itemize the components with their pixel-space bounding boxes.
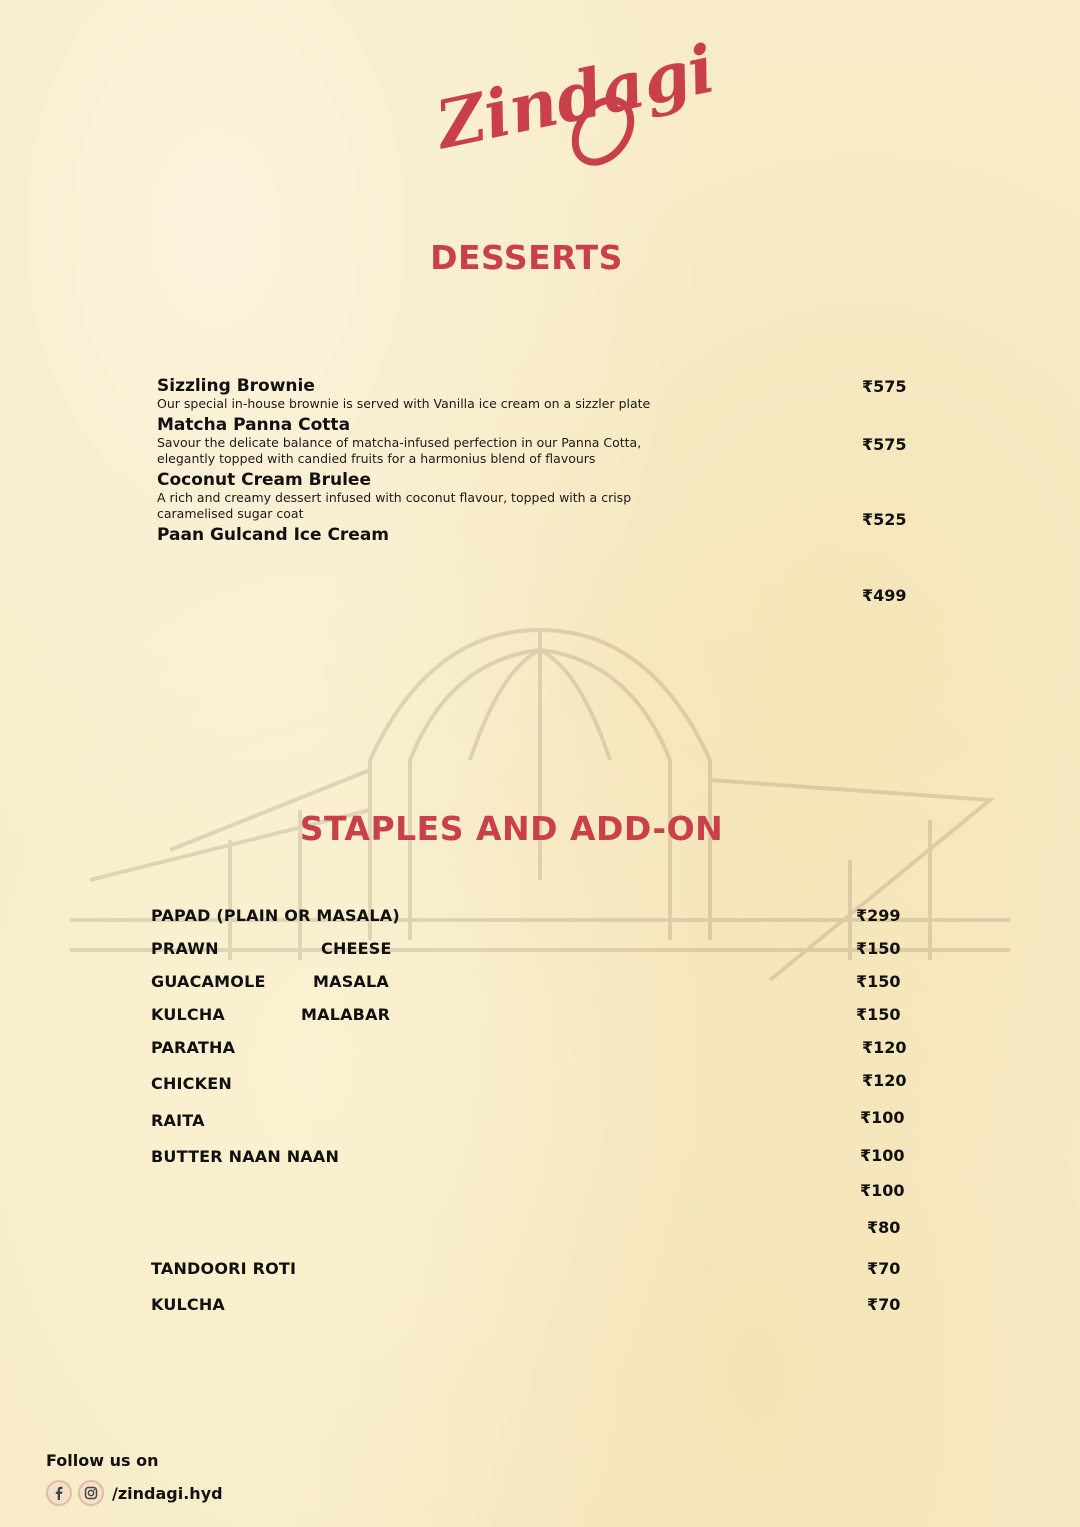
staple-name: GUACAMOLE bbox=[151, 972, 266, 991]
instagram-icon[interactable] bbox=[78, 1480, 104, 1506]
dessert-description: Savour the delicate balance of matcha-infused perfection in our Panna Cotta, elegantly topped with candied fruits for a harmonius blend of flavours bbox=[157, 434, 642, 466]
staple-price: ₹120 bbox=[862, 1038, 907, 1057]
list-item bbox=[157, 415, 697, 468]
staple-price: ₹70 bbox=[867, 1259, 901, 1278]
staple-name: CHEESE bbox=[321, 939, 392, 958]
staple-name: MALABAR bbox=[301, 1005, 391, 1024]
zindagi-logo bbox=[428, 29, 722, 176]
dessert-price: ₹499 bbox=[862, 586, 907, 605]
staple-price: ₹299 bbox=[856, 906, 901, 925]
staple-name: KULCHA bbox=[151, 1295, 226, 1314]
staple-name: BUTTER NAAN NAAN bbox=[151, 1147, 340, 1166]
dessert-description: Our special in-house brownie is served with Vanilla ice cream on a sizzler plate bbox=[157, 396, 651, 411]
logo-text: Zindagi bbox=[429, 29, 722, 165]
staple-price: ₹80 bbox=[867, 1218, 901, 1237]
staples-title: STAPLES AND ADD-ON bbox=[299, 809, 724, 848]
dessert-price: ₹575 bbox=[862, 377, 907, 396]
dessert-description: A rich and creamy dessert infused with coconut flavour, topped with a crisp caramelised sugar coat bbox=[157, 489, 632, 521]
staple-name: MASALA bbox=[313, 972, 389, 991]
social-links bbox=[46, 1480, 223, 1506]
staple-price: ₹100 bbox=[860, 1181, 905, 1200]
dessert-name: Sizzling Brownie bbox=[157, 376, 315, 396]
dessert-price: ₹575 bbox=[862, 435, 907, 454]
staple-name: PAPAD (PLAIN OR MASALA) bbox=[151, 906, 400, 925]
staple-name: PRAWN bbox=[151, 939, 219, 958]
staple-price: ₹150 bbox=[856, 1005, 901, 1024]
staple-price: ₹70 bbox=[867, 1295, 901, 1314]
follow-label: Follow us on bbox=[46, 1451, 159, 1470]
social-handle[interactable]: /zindagi.hyd bbox=[112, 1483, 223, 1503]
staple-name: PARATHA bbox=[151, 1038, 236, 1057]
dessert-name: Matcha Panna Cotta bbox=[157, 414, 351, 435]
staple-price: ₹120 bbox=[862, 1071, 907, 1090]
staple-price: ₹100 bbox=[860, 1146, 905, 1165]
dessert-name: Coconut Cream Brulee bbox=[157, 469, 371, 490]
staple-price: ₹150 bbox=[856, 939, 901, 958]
dessert-list bbox=[157, 376, 697, 545]
staple-price: ₹150 bbox=[856, 972, 901, 991]
staple-name: KULCHA bbox=[151, 1005, 226, 1024]
list-item bbox=[157, 376, 697, 413]
list-item bbox=[157, 470, 697, 523]
staple-price: ₹100 bbox=[860, 1108, 905, 1127]
staple-name: CHICKEN bbox=[151, 1074, 232, 1093]
dessert-name: Paan Gulcand Ice Cream bbox=[157, 524, 390, 545]
staple-name: RAITA bbox=[151, 1111, 205, 1130]
dessert-price: ₹525 bbox=[862, 510, 907, 529]
facebook-icon[interactable] bbox=[46, 1480, 72, 1506]
list-item bbox=[157, 525, 697, 545]
staple-name: TANDOORI ROTI bbox=[151, 1259, 297, 1278]
desserts-title: DESSERTS bbox=[430, 238, 623, 277]
